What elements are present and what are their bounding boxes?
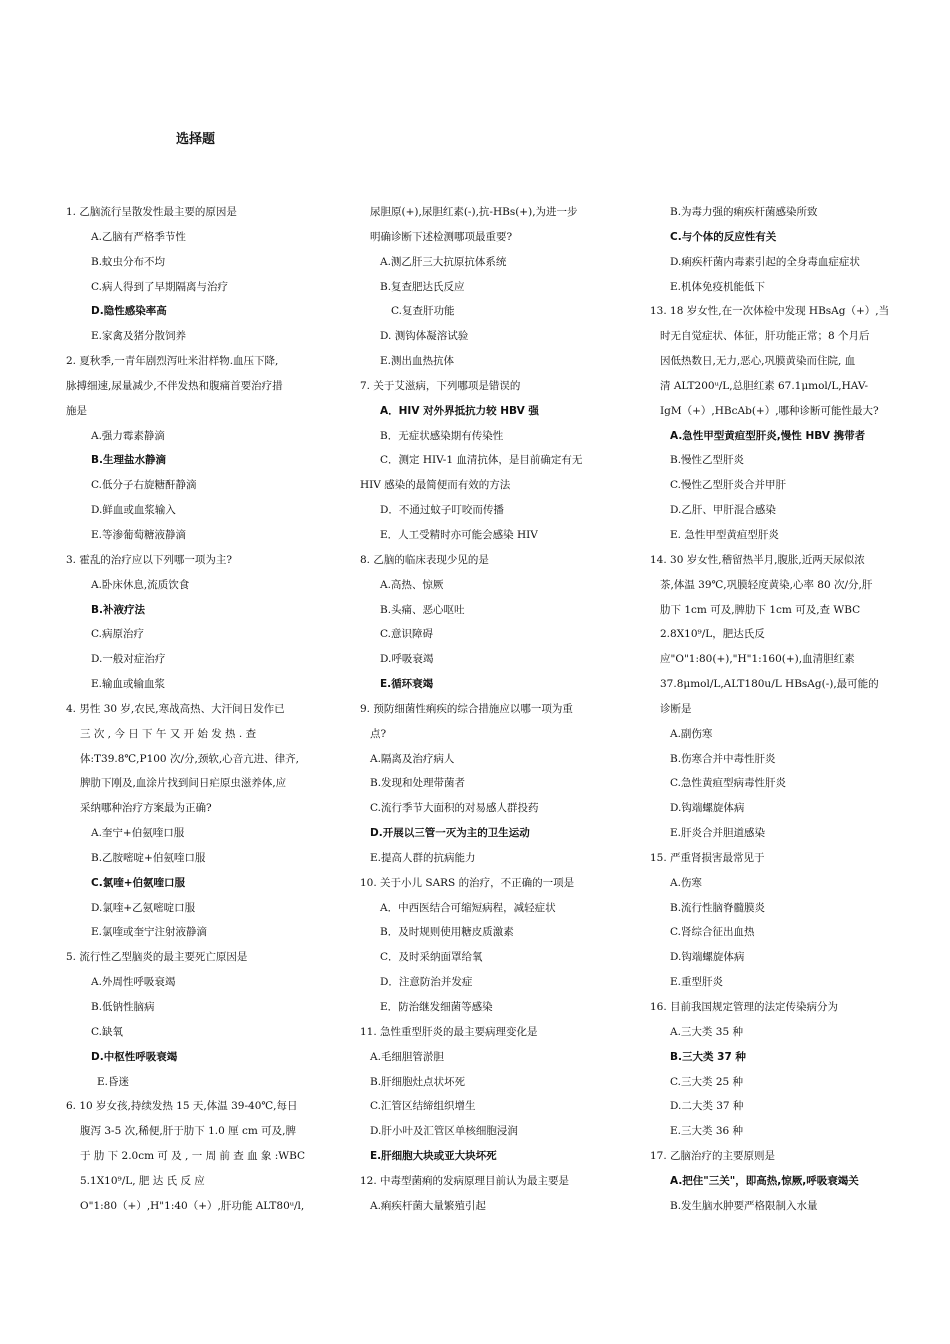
text-line: A.隔离及治疗病人	[370, 752, 455, 765]
text-line: C.病人得到了早期隔离与治疗	[91, 280, 228, 293]
text-line: D.一般对症治疗	[91, 653, 166, 666]
text-line: E.氯喹或奎宁注射液静滴	[91, 926, 208, 939]
text-line: A.外周性呼吸衰竭	[91, 976, 176, 989]
text-line: E.家禽及猪分散饲养	[91, 330, 187, 343]
text-line: 明确诊断下述检测哪项最重要?	[370, 230, 513, 243]
question-line: 12. 中毒型菌痢的发病原理目前认为最主要是	[360, 1174, 570, 1187]
text-line: E．防治继发细菌等感染	[380, 1001, 493, 1013]
text-line: D.呼吸衰竭	[380, 653, 434, 666]
text-line: O"1:80（+）,H"1:40（+）,肝功能 ALT80ᵘ/l,	[80, 1199, 305, 1212]
text-line: 点?	[370, 727, 387, 740]
text-line: D.开展以三管一灭为主的卫生运动	[370, 827, 530, 840]
text-line: D.肝小叶及汇管区单核细胞浸润	[370, 1125, 518, 1138]
text-line: E.机体免疫机能低下	[670, 280, 766, 293]
question-line: 11. 急性重型肝炎的最主要病理变化是	[360, 1025, 538, 1038]
text-line: 尿胆原(+),尿胆红素(-),抗-HBs(+),为进一步	[370, 206, 578, 218]
text-line: C．测定 HIV-1 血清抗体，是目前确定有无	[380, 454, 583, 467]
text-line: A.测乙肝三大抗原抗体系统	[380, 255, 507, 268]
text-line: 时无自觉症状、体征，肝功能正常；8 个月后	[660, 330, 870, 343]
text-line: C.低分子右旋糖酐静滴	[91, 479, 197, 492]
text-line: B.肝细胞灶点状坏死	[370, 1075, 466, 1088]
text-line: A.把住"三关"，即高热,惊厥,呼吸衰竭关	[670, 1174, 859, 1187]
text-line: 诊断是	[660, 702, 692, 715]
text-line: B.生理盐水静滴	[91, 454, 166, 467]
text-line: 三 次 , 今 日 下 午 又 开 始 发 热 . 查	[80, 727, 257, 740]
text-line: E.三大类 36 种	[670, 1125, 744, 1138]
text-line: D. 测钩体凝溶试验	[380, 330, 469, 343]
text-line: D.氯喹+乙氨嘧啶口服	[91, 901, 196, 914]
text-line: D．注意防治并发症	[380, 976, 473, 989]
text-line: C.复查肝功能	[391, 305, 455, 318]
question-line: 15. 严重肾损害最常见于	[650, 851, 765, 864]
text-line: B.流行性脑脊髓膜炎	[670, 901, 766, 914]
column-3	[650, 200, 912, 1219]
text-line: 采纳哪种治疗方案最为正确?	[80, 802, 212, 815]
text-line: C.病原治疗	[91, 628, 144, 641]
text-line: D．不通过蚊子叮咬而传播	[380, 504, 504, 517]
question-line: 6. 10 岁女孩,持续发热 15 天,体温 39-40℃,每日	[66, 1100, 298, 1113]
text-line: E.重型肝炎	[670, 976, 724, 989]
text-line: A.痢疾杆菌大量繁殖引起	[370, 1199, 486, 1212]
text-line: B.三大类 37 种	[670, 1050, 746, 1063]
text-line: C.缺氧	[91, 1025, 123, 1038]
text-line: E. 急性甲型黄疸型肝炎	[670, 528, 779, 541]
text-line: 肋下 1cm 可及,脾肋下 1cm 可及,查 WBC	[660, 603, 861, 616]
text-line: 应"O"1:80(+),"H"1:160(+),血清胆红素	[660, 653, 855, 666]
text-line: E.循环衰竭	[380, 678, 434, 691]
text-line: C.意识障碍	[380, 628, 433, 641]
text-line: E．人工受精时亦可能会感染 HIV	[380, 528, 538, 541]
text-line: D.钩端螺旋体病	[670, 951, 745, 964]
text-line: A.副伤寒	[670, 727, 713, 740]
text-line: B.慢性乙型肝炎	[670, 454, 745, 467]
text-line: E.昏迷	[97, 1075, 130, 1088]
column-2	[360, 200, 622, 1219]
text-line: 腹泻 3-5 次,稀便,肝于肋下 1.0 厘 cm 可及,脾	[80, 1125, 296, 1138]
question-line: 3. 霍乱的治疗应以下列哪一项为主?	[66, 553, 232, 566]
text-line: B.发现和处理带菌者	[370, 777, 466, 790]
text-line: 5.1X10⁹/L, 肥 达 氏 反 应	[80, 1174, 205, 1187]
text-line: D.中枢性呼吸衰竭	[91, 1050, 178, 1063]
text-line: B.伤寒合并中毒性肝炎	[670, 752, 776, 765]
text-line: C．及时采纳面罩给氧	[380, 951, 483, 964]
question-line: 1. 乙脑流行呈散发性最主要的原因是	[66, 206, 237, 218]
text-line: B.蚊虫分布不均	[91, 255, 166, 268]
text-line: B.发生脑水肿要严格限制入水量	[670, 1199, 818, 1212]
text-line: A.急性甲型黄疸型肝炎,慢性 HBV 携带者	[670, 429, 866, 442]
text-line: A.高热、惊厥	[380, 578, 444, 591]
text-line: B.复查肥达氏反应	[380, 280, 465, 293]
question-line: 13. 18 岁女性,在一次体检中发现 HBsAg（+）,当	[650, 305, 890, 318]
text-line: E.测出血热抗体	[380, 355, 455, 368]
text-line: A.乙脑有严格季节性	[91, 230, 186, 243]
text-line: B．及时规则使用糖皮质激素	[380, 926, 514, 939]
text-line: B.头痛、恶心呕吐	[380, 603, 465, 616]
text-line: E.等渗葡萄糖液静滴	[91, 528, 187, 541]
text-line: 因低热数日,无力,恶心,巩膜黄染而住院, 血	[660, 355, 856, 368]
column-1	[66, 200, 332, 1219]
text-line: E.输血或输血浆	[91, 678, 166, 691]
text-line: C.急性黄疸型病毒性肝炎	[670, 777, 786, 790]
text-line: A.三大类 35 种	[670, 1025, 743, 1038]
text-line: D.痢疾杆菌内毒素引起的全身毒血症症状	[670, 255, 860, 268]
text-line: D.鲜血或血浆输入	[91, 504, 176, 517]
question-line: 9. 预防细菌性痢疾的综合措施应以哪一项为重	[360, 702, 573, 715]
text-line: 体:T39.8℃,P100 次/分,颈软,心音亢进、律齐,	[80, 752, 299, 765]
text-line: B．无症状感染期有传染性	[380, 429, 504, 442]
text-line: 脉搏细速,尿量减少,不伴发热和腹痛首要治疗措	[66, 379, 283, 392]
text-line: C.汇管区结缔组织增生	[370, 1100, 476, 1113]
text-line: A．中西医结合可缩短病程，减轻症状	[380, 901, 556, 914]
question-line: 14. 30 岁女性,稽留热半月,腹胀,近两天尿似浓	[650, 553, 865, 566]
text-line: HIV 感染的最简便而有效的方法	[360, 479, 511, 492]
text-line: D.乙肝、甲肝混合感染	[670, 504, 776, 517]
text-line: A.奎宁+伯氨喹口服	[91, 827, 185, 840]
text-line: E.肝炎合并胆道感染	[670, 827, 766, 840]
text-line: C.肾综合征出血热	[670, 926, 755, 939]
text-line: IgM（+）,HBcAb(+）,哪种诊断可能性最大?	[660, 404, 879, 417]
question-line: 7. 关于艾滋病，下列哪项是错误的	[360, 379, 521, 392]
text-line: D.钩端螺旋体病	[670, 802, 745, 815]
question-line: 17. 乙脑治疗的主要原则是	[650, 1150, 776, 1163]
text-line: D.二大类 37 种	[670, 1100, 744, 1113]
text-line: 茶,体温 39℃,巩膜轻度黄染,心率 80 次/分,肝	[660, 578, 873, 591]
question-line: 16. 目前我国规定管理的法定传染病分为	[650, 1001, 839, 1013]
text-line: B.为毒力强的痢疾杆菌感染所致	[670, 206, 818, 218]
question-line: 5. 流行性乙型脑炎的最主要死亡原因是	[66, 951, 248, 964]
text-line: C.三大类 25 种	[670, 1075, 744, 1088]
text-line: C.与个体的反应性有关	[670, 230, 777, 243]
text-line: 脾肋下刚及,血涂片找到间日疟原虫滋养体,应	[80, 777, 287, 790]
question-line: 4. 男性 30 岁,农民,寒战高热、大汗间日发作已	[66, 702, 285, 715]
text-line: B.补液疗法	[91, 603, 145, 616]
text-line: E.肝细胞大块或亚大块坏死	[370, 1150, 497, 1163]
text-line: D.隐性感染率高	[91, 305, 167, 318]
text-line: A.卧床休息,流质饮食	[91, 578, 190, 591]
text-line: B.乙胺嘧啶+伯氨喹口服	[91, 851, 206, 864]
text-line: C.流行季节大面积的对易感人群投药	[370, 802, 539, 815]
text-line: B.低钠性脑病	[91, 1001, 155, 1013]
text-line: A.强力霉素静滴	[91, 429, 165, 442]
text-line: 37.8μmol/L,ALT180u/L HBsAg(-),最可能的	[660, 678, 879, 691]
text-line: 清 ALT200ᵘ/L,总胆红素 67.1μmol/L,HAV-	[660, 379, 869, 392]
question-line: 8. 乙脑的临床表现少见的是	[360, 553, 489, 566]
text-line: 于 肋 下 2.0cm 可 及 , 一 周 前 查 血 象 :WBC	[80, 1150, 306, 1163]
text-line: A．HIV 对外界抵抗力较 HBV 强	[380, 404, 539, 417]
text-line: A.伤寒	[670, 876, 702, 889]
page-title: 选择题	[176, 132, 216, 147]
text-line: A.毛细胆管淤胆	[370, 1050, 444, 1063]
text-line: 施是	[66, 404, 87, 417]
question-line: 10. 关于小儿 SARS 的治疗，不正确的一项是	[360, 876, 575, 889]
question-line: 2. 夏秋季,一青年剧烈泻吐米泔样物.血压下降,	[66, 355, 279, 368]
text-line: C.氯喹+伯氨喹口服	[91, 876, 185, 889]
text-line: C.慢性乙型肝炎合并甲肝	[670, 479, 786, 492]
text-line: E.提高人群的抗病能力	[370, 851, 476, 864]
text-line: 2.8X10⁹/L，肥达氏反	[660, 628, 765, 641]
